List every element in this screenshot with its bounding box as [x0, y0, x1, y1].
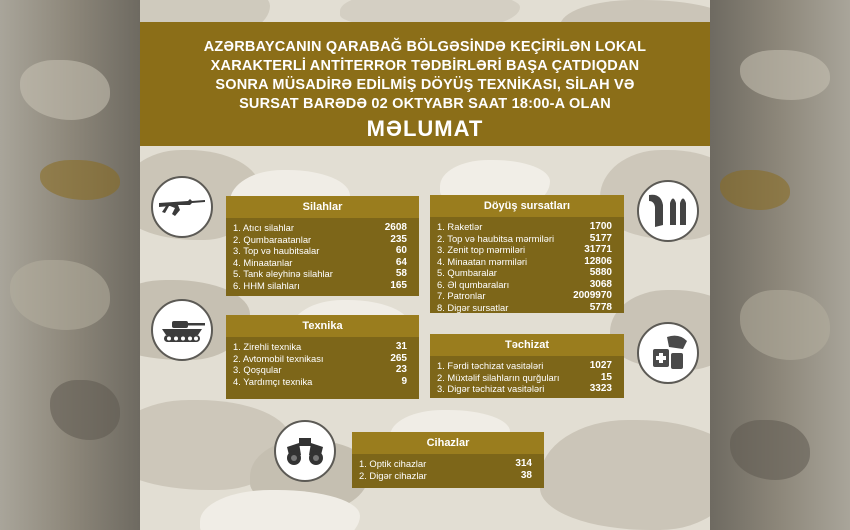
list-item: [359, 458, 532, 470]
panel-title: Silahlar: [226, 196, 419, 218]
ammunition-icon: [637, 180, 699, 242]
panel-title: Döyüş sursatları: [430, 195, 624, 217]
item-label: 2. Digər cihazlar: [359, 469, 427, 481]
item-value: 9: [401, 375, 407, 387]
item-value: 165: [390, 279, 407, 291]
tank-icon: [151, 299, 213, 361]
right-backdrop: [710, 0, 850, 530]
item-value: 2009970: [573, 290, 612, 301]
item-value: 38: [520, 469, 532, 481]
item-label: 5. Tank əleyhinə silahlar: [233, 268, 333, 279]
list-item: [437, 290, 612, 302]
header-line-4: SURSAT BARƏDƏ 02 OKTYABR SAAT 18:00-A OLAN: [239, 96, 611, 112]
panel-title: Təchizat: [430, 334, 624, 356]
item-value: 3068: [589, 278, 612, 290]
rifle-icon: [151, 176, 213, 238]
panel-silahlar: [226, 196, 419, 296]
item-label: 2. Qumbaraatanlar: [233, 233, 312, 245]
list-item: [233, 280, 407, 292]
list-item: [437, 267, 612, 279]
panel-title: Cihazlar: [352, 432, 544, 454]
item-label: 1. Optik cihazlar: [359, 458, 427, 469]
list-item: [437, 302, 612, 314]
list-item: [233, 268, 407, 280]
item-label: 4. Minaatan mərmiləri: [437, 255, 528, 267]
list-item: [437, 233, 612, 245]
item-label: 7. Patronlar: [437, 290, 486, 301]
list-item: [233, 245, 407, 257]
list-item: [437, 383, 612, 395]
item-label: 6. HHM silahları: [233, 279, 300, 291]
list-item: [233, 341, 407, 353]
item-value: 58: [395, 268, 407, 279]
item-value: 1700: [589, 221, 612, 232]
item-value: 64: [395, 256, 407, 268]
item-value: 5778: [589, 301, 612, 313]
list-item: [437, 372, 612, 384]
item-value: 2608: [384, 222, 407, 233]
item-label: 5. Qumbaralar: [437, 267, 497, 278]
panel-doyus-sursatlari: [430, 195, 624, 313]
list-item: [233, 234, 407, 246]
item-label: 6. Əl qumbaraları: [437, 278, 510, 290]
item-label: 1. Raketlər: [437, 221, 483, 232]
item-value: 314: [515, 458, 532, 469]
item-value: 1027: [589, 360, 612, 371]
header-banner: [140, 22, 710, 146]
item-label: 1. Fərdi təchizat vasitələri: [437, 360, 544, 371]
item-value: 12806: [584, 255, 612, 267]
list-item: [233, 364, 407, 376]
list-item: [233, 257, 407, 269]
item-value: 15: [600, 371, 612, 383]
header-line-1: AZƏRBAYCANIN QARABAĞ BÖLGƏSİNDƏ KEÇİRİLƏN LOKAL: [203, 39, 647, 55]
item-label: 1. Atıcı silahlar: [233, 222, 294, 233]
infographic: [140, 0, 710, 530]
item-value: 235: [390, 233, 407, 245]
item-value: 5880: [589, 267, 612, 278]
header-line-3: SONRA MÜSADİRƏ EDİLMİŞ DÖYÜŞ TEXNİKASI, SİLAH VƏ: [215, 77, 635, 93]
list-item: [437, 279, 612, 291]
item-label: 3. Zenit top mərmiləri: [437, 244, 526, 255]
item-label: 3. Top və haubitsalar: [233, 245, 320, 256]
item-value: 31771: [584, 244, 612, 255]
item-label: 2. Avtomobil texnikası: [233, 352, 324, 364]
list-item: [233, 376, 407, 388]
item-value: 23: [395, 364, 407, 375]
item-value: 5177: [589, 232, 612, 244]
item-value: 3323: [589, 383, 612, 394]
item-value: 265: [390, 352, 407, 364]
header-line-2: XARAKTERLİ ANTİTERROR TƏDBİRLƏRİ BAŞA ÇATDIQDAN: [210, 58, 640, 74]
item-value: 60: [395, 245, 407, 256]
item-label: 2. Müxtəlif silahların qurğuları: [437, 371, 560, 383]
item-label: 8. Digər sursatlar: [437, 301, 509, 313]
header-title: MƏLUMAT: [366, 116, 484, 141]
panel-texnika: [226, 315, 419, 399]
list-item: [233, 222, 407, 234]
item-label: 4. Minaatanlar: [233, 256, 293, 268]
panel-title: Texnika: [226, 315, 419, 337]
list-item: [437, 256, 612, 268]
list-item: [359, 470, 532, 482]
item-label: 2. Top və haubitsa mərmiləri: [437, 232, 555, 244]
item-label: 3. Qoşqular: [233, 364, 282, 375]
item-label: 4. Yardımçı texnika: [233, 375, 313, 387]
left-backdrop: [0, 0, 140, 530]
item-value: 31: [395, 341, 407, 352]
panel-cihazlar: [352, 432, 544, 488]
item-label: 3. Digər təchizat vasitələri: [437, 383, 545, 394]
item-label: 1. Zirehli texnika: [233, 341, 302, 352]
binoculars-icon: [274, 420, 336, 482]
list-item: [437, 244, 612, 256]
list-item: [437, 221, 612, 233]
panel-techizat: [430, 334, 624, 398]
equipment-icon: [637, 322, 699, 384]
list-item: [233, 353, 407, 365]
list-item: [437, 360, 612, 372]
